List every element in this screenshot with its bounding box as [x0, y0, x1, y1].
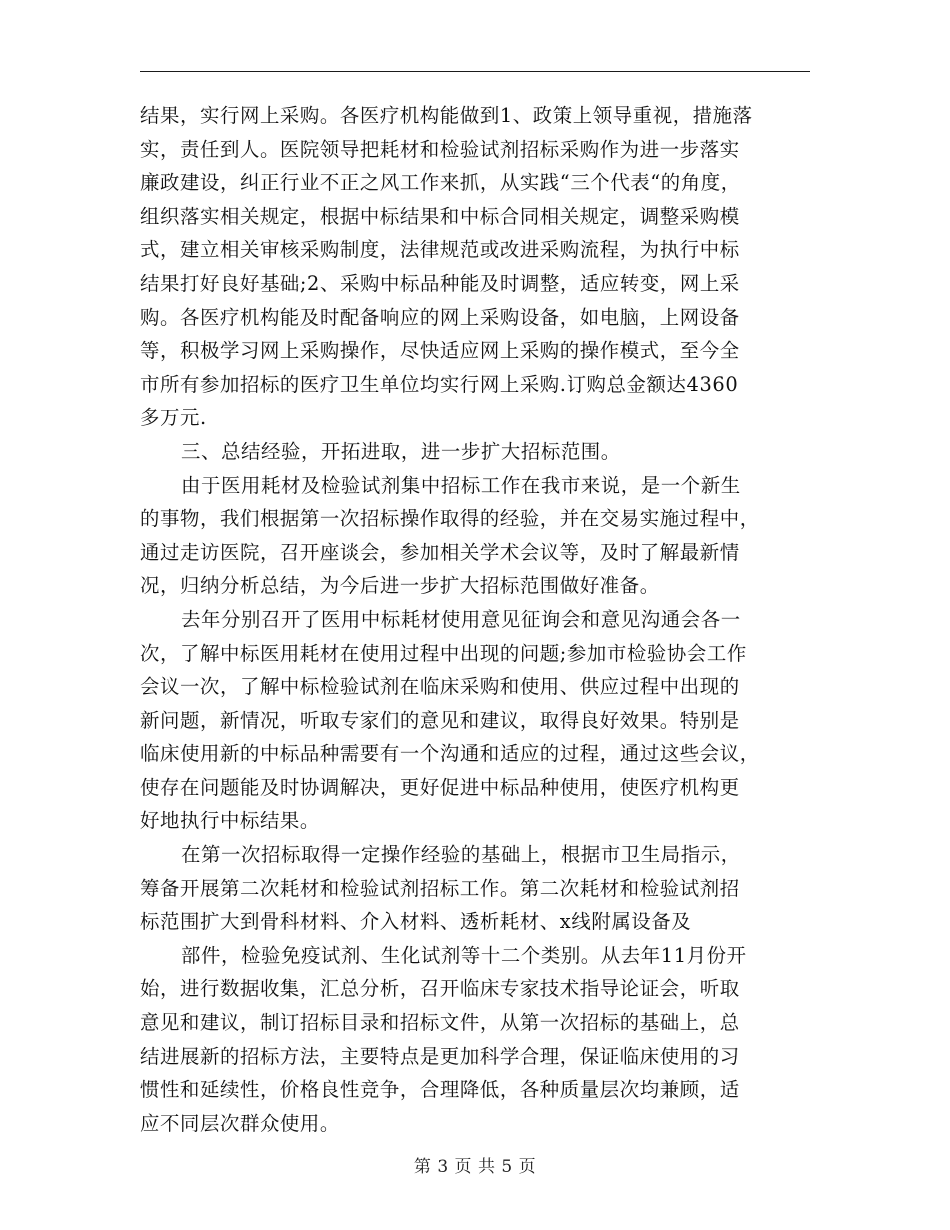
paragraph	[140, 99, 812, 435]
text-line: 新问题，新情况，听取专家们的意见和建议，取得良好效果。特别是	[140, 708, 740, 732]
text-line: 三、总结经验，开拓进取，进一步扩大招标范围。	[181, 439, 621, 463]
text-line: 始，进行数据收集，汇总分析，召开临床专家技术指导论证会，听取	[140, 977, 740, 1001]
text-line: 应不同层次群众使用。	[140, 1111, 340, 1135]
text-line: 等，积极学习网上采购操作，尽快适应网上采购的操作模式，至今全	[140, 339, 740, 363]
text-line: 多万元.	[140, 406, 207, 430]
paragraph	[140, 939, 812, 1141]
text-line: 筹备开展第二次耗材和检验试剂招标工作。第二次耗材和检验试剂招	[140, 876, 740, 900]
text-line: 结果打好良好基础;2、采购中标品种能及时调整，适应转变，网上采	[140, 271, 740, 295]
paragraph	[140, 603, 812, 838]
text-line: 结进展新的招标方法，主要特点是更加科学合理，保证临床使用的习	[140, 1044, 740, 1068]
text-line: 惯性和延续性，价格良性竞争，合理降低，各种质量层次均兼顾，适	[140, 1078, 740, 1102]
body-text	[140, 99, 812, 1140]
text-line: 通过走访医院，召开座谈会，参加相关学术会议等，及时了解最新情	[140, 540, 740, 564]
text-line: 式，建立相关审核采购制度，法律规范或改进采购流程，为执行中标	[140, 238, 740, 262]
text-line: 结果，实行网上采购。各医疗机构能做到1、政策上领导重视，措施落	[140, 104, 753, 127]
text-line: 廉政建设，纠正行业不正之风工作来抓，从实践“三个代表“的角度，	[140, 171, 741, 195]
text-line: 使存在问题能及时协调解决，更好促进中标品种使用，使医疗机构更	[140, 775, 740, 799]
text-line: 的事物，我们根据第一次招标操作取得的经验，并在交易实施过程中，	[140, 507, 760, 531]
text-line: 在第一次招标取得一定操作经验的基础上，根据市卫生局指示，	[181, 843, 741, 867]
text-line: 次，了解中标医用耗材在使用过程中出现的问题;参加市检验协会工作	[140, 641, 747, 665]
text-line: 临床使用新的中标品种需要有一个沟通和适应的过程，通过这些会议，	[140, 742, 760, 766]
text-line: 购。各医疗机构能及时配备响应的网上采购设备，如电脑，上网设备	[140, 305, 740, 329]
text-line: 去年分别召开了医用中标耗材使用意见征询会和意见沟通会各一	[181, 607, 741, 631]
page-number: 第 3 页 共 5 页	[413, 1157, 537, 1177]
text-line: 组织落实相关规定，根据中标结果和中标合同相关规定，调整采购模	[140, 204, 740, 228]
text-line: 标范围扩大到骨科材料、介入材料、透析耗材、x线附属设备及	[140, 910, 692, 934]
text-line: 会议一次，了解中标检验试剂在临床采购和使用、供应过程中出现的	[140, 675, 740, 699]
text-line: 实，责任到人。医院领导把耗材和检验试剂招标采购作为进一步落实	[140, 137, 740, 161]
section-heading	[140, 435, 812, 469]
text-line: 况，归纳分析总结，为今后进一步扩大招标范围做好准备。	[140, 574, 660, 598]
paragraph	[140, 838, 812, 939]
text-line: 意见和建议，制订招标目录和招标文件，从第一次招标的基础上，总	[140, 1011, 740, 1035]
paragraph	[140, 469, 812, 603]
text-line: 由于医用耗材及检验试剂集中招标工作在我市来说，是一个新生	[181, 473, 741, 497]
header-rule	[140, 71, 810, 72]
text-line: 市所有参加招标的医疗卫生单位均实行网上采购.订购总金额达4360	[140, 372, 739, 396]
text-line: 好地执行中标结果。	[140, 809, 320, 833]
text-line: 部件，检验免疫试剂、生化试剂等十二个类别。从去年11月份开	[181, 943, 747, 967]
